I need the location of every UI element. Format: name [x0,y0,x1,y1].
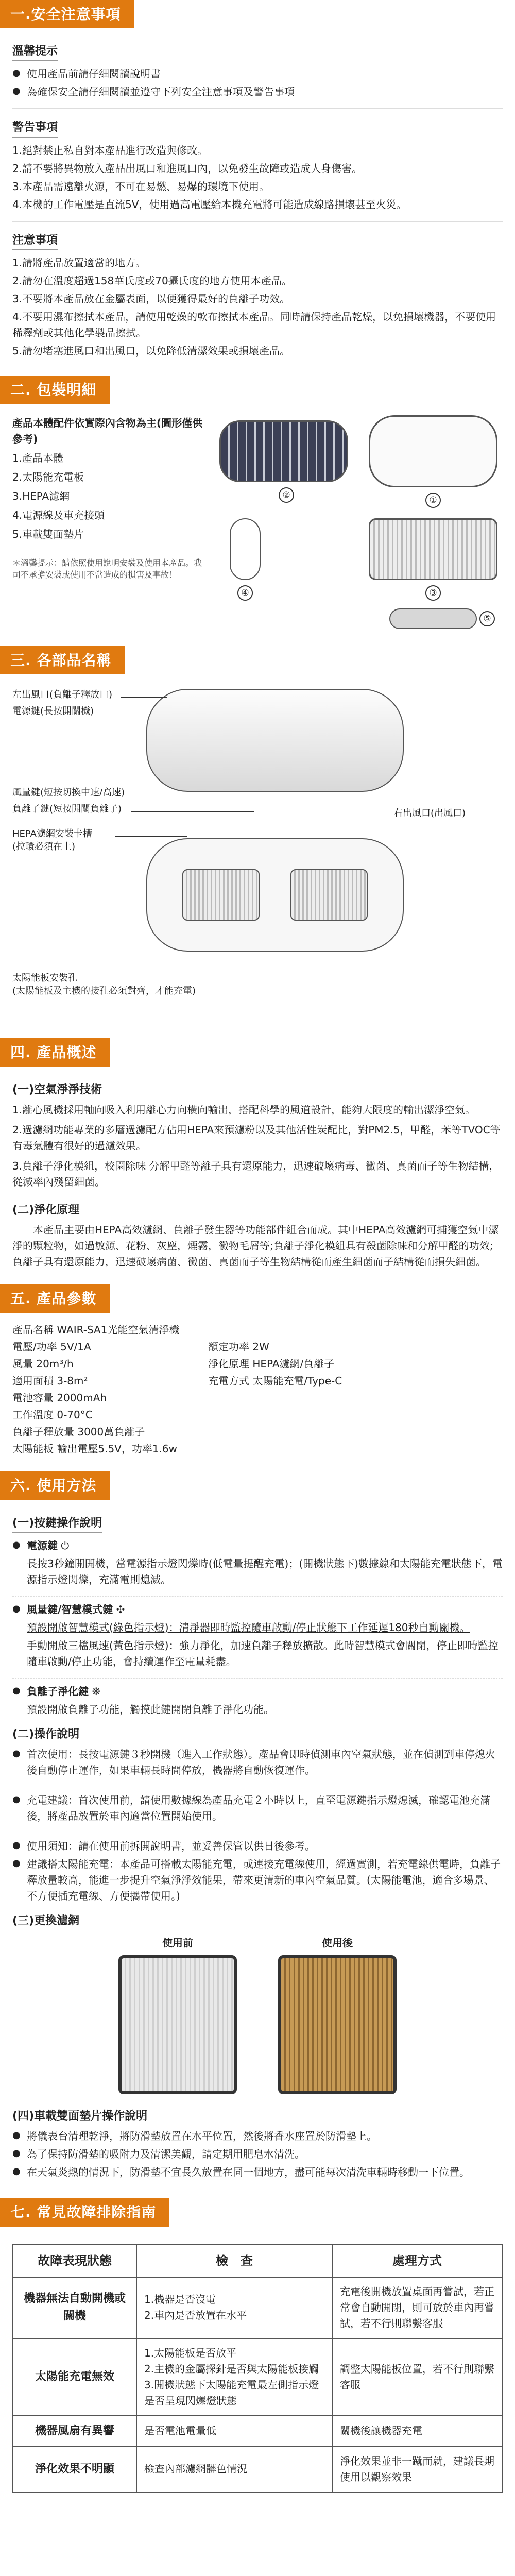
new-filter-illustration [118,1955,237,2094]
section-title-trouble: 七. 常見故障排除指南 [0,2198,169,2226]
paragraph: 長按3秒鐘開開機，當電源指示燈閃爍時(低電量提醒充電)；(開機狀態下)數據線和太陽能充電狀態下，電源指示燈閃爍，充滿電則熄滅。 [27,1557,503,1586]
table-header-row [13,2245,502,2277]
param-cell: 負離子釋放量 3000萬負離子 [12,1426,145,1438]
note-title: 注意事項 [12,232,58,250]
overview-section [0,1081,515,1270]
label-solar-hole: 太陽能板安裝孔 (太陽能板及主機的接孔必須對齊，才能充電) [12,972,199,997]
power-icon: ⏻ [61,1539,70,1552]
button-ops-list [12,1602,503,1670]
list-item: ● 為了保持防滑墊的吸附力及清潔美觀，請定期用肥皂水清洗。 [12,2146,503,2162]
parts-section [0,684,515,1024]
list-item: ● 使用產品前請仔細閱讀說明書 [12,66,503,82]
list-item: ● 為確保安全請仔細閱讀並遵守下列安全注意事項及警告事項 [12,84,503,100]
table-cell: 淨化效果不明顯 [13,2447,136,2492]
filter-after [278,1935,397,2094]
list-item: 5.請勿堵塞進風口和出風口，以免降低清潔效果或損壞產品。 [12,344,290,357]
list-item [12,1684,503,1718]
note-list [12,255,503,359]
table-cell: 機器風扇有異響 [13,2416,136,2447]
paragraph: 1.離心風機採用軸向吸入利用離心力向橫向輸出，搭配科學的風道設計，能夠大限度的輸出潔淨空氣。 [12,1103,476,1116]
caption: 使用後 [322,1937,353,1950]
purifier-body-illustration [369,415,497,487]
param-cell: 電壓/功率 5V/1A [12,1341,91,1353]
divider [12,1596,503,1597]
param-cell: 充電方式 太陽能充電/Type-C [208,1375,342,1387]
table-cell: 充電後開機放置桌面再嘗試，若正常會自動開閉，則可放於車內再嘗試，若不行則聯繫客服 [332,2277,502,2338]
filter-slot-illustration [182,869,260,921]
cable-illustration [230,518,261,580]
fan-icon: ✣ [116,1603,125,1616]
list-item: 5.車載雙面墊片 [12,528,84,541]
usage-subtitle: (二)操作說明 [12,1727,80,1741]
table-row [13,2277,502,2338]
warm-tip-list [12,66,503,100]
divider [12,108,503,109]
paragraph: 預設開啟智慧模式(綠色指示燈)：清淨器即時監控隨車啟動/停止狀態下工作延遲180秒自動關機。 [27,1621,470,1634]
callout-number: ① [425,493,441,508]
param-cell: 適用面積 3-8m² [12,1375,88,1387]
table-cell: 1.機器是否沒電 2.車內是否放置在水平 [136,2277,332,2338]
params-section [0,1322,515,1457]
list-item: 3.不要將本產品放在金屬表面，以便獲得最好的負離子功效。 [12,292,290,305]
table-cell: 檢查內部濾網髒色情況 [136,2447,332,2492]
section-title-package: 二. 包裝明細 [0,376,110,404]
list-item: ● 首次使用：長按電源鍵３秒開機（進入工作狀態）。產品會即時偵測車內空氣狀態，並在偵測到車停熄火後自動停止運作，如果車輛長時間停放，機器將自動恢復運作。 [12,1747,503,1778]
params-grid [12,1322,503,1457]
operation-list [12,1792,503,1824]
table-row [13,2447,502,2492]
package-illustration [214,415,503,632]
callout-number: ③ [425,585,441,601]
paragraph: 手動開啟三檔風速(黃色指示燈)：強力淨化，加速負離子釋放擴散。此時智慧模式會關閉，停止即時監控隨車啟動/停止功能，會持續運作至電量耗盡。 [27,1639,499,1668]
package-lead: 產品本體配件依實際內含物為主(圖形僅供參考) [12,417,203,446]
list-item: 4.本機的工作電壓是直流5V，使用過高電壓給本機充電將可能造成線路損壞甚至火災。 [12,198,407,211]
troubleshooting-table [12,2244,503,2493]
ion-icon: ❋ [92,1685,101,1698]
label-power-button: 電源鍵(長按開關機) [12,705,97,718]
section-title-parts: 三. 各部品名稱 [0,646,125,674]
filter-slot-illustration [290,869,368,921]
callout-number: ④ [237,585,253,601]
list-item: ● 充電建議：首次使用前，請使用數據線為產品充電２小時以上，直至電源鍵指示燈熄滅，確認電池充滿後，將產品放置於車內適當位置開始使用。 [12,1792,503,1824]
filter-before [118,1935,237,2094]
section-title-overview: 四. 產品概述 [0,1038,110,1066]
param-cell: 淨化原理 HEPA濾網/負離子 [208,1358,335,1370]
operation-list [12,1747,503,1778]
filter-replacement [12,1935,503,2094]
list-item: ● 在天氣炎熱的情況下，防滑墊不宜長久放置在同一個地方，盡可能每次清洗車輛時移動一下位置。 [12,2164,503,2180]
leader-line [115,836,187,837]
list-item: 3.本產品需遠離火源，不可在易燃、易爆的環境下使用。 [12,180,270,193]
device-top-illustration [146,689,404,792]
usage-subtitle: (三)更換濾網 [12,1914,80,1927]
ion-key-title: 負離子淨化鍵 [27,1685,89,1698]
table-row [13,2416,502,2447]
solar-panel-illustration [219,420,348,482]
safety-section [0,38,515,359]
pad-illustration [389,608,477,629]
label-ion-button: 負離子鍵(短按開關負離子) [12,803,125,816]
table-cell: 關機後讓機器充電 [332,2416,502,2447]
list-item: 4.不要用濕布擦拭本產品，請使用乾燥的軟布擦拭本產品。同時請保持產品乾燥，以免損壞機器，不要使用稀釋劑或其他化學製品擦拭。 [12,310,496,339]
warning-list [12,143,503,213]
paragraph: 3.負離子淨化模組，校園除味 分解甲醛等離子具有還原能力，迅速破壞病毒、黴菌、真菌而子等生物結構，從減率內殘留細菌。 [12,1159,500,1188]
param-cell: 風量 20m³/h [12,1358,74,1370]
column-header: 故障表現狀態 [13,2245,136,2277]
leader-line [121,697,167,698]
divider [12,221,503,222]
table-cell: 1.太陽能板是否放平 2.主機的金屬探針是否與太陽能板接觸 3.開機狀態下太陽能充電最左側指示燈是否呈現閃爍燈狀態 [136,2338,332,2416]
paragraph: 本產品主要由HEPA高效濾網、負離子發生器等功能部件組合而成。其中HEPA高效濾網可捕獲空氣中潔淨的顆粒物，如過敏源、花粉、灰塵，煙霧，黴物毛屑等;負離子淨化模組具有殺菌除味和分解甲醛的功效;負離子具有還原能力，迅速破壞病菌、黴菌、真菌而子等生物結構從而產生細菌而子結構從而損失細菌。 [12,1224,499,1268]
paragraph: 預設開啟負離子功能，觸摸此鍵開閉負離子淨化功能。 [27,1703,274,1716]
label-fan-button: 風量鍵(短按切換中速/高速) [12,787,128,799]
callout-number: ② [279,487,294,503]
list-item: 2.請不要將異物放入產品出風口和進風口內，以免發生故障或造成人身傷害。 [12,162,363,175]
operation-list [12,1838,503,1904]
list-item [12,1602,503,1670]
pad-list [12,2128,503,2180]
hepa-filter-illustration [369,518,497,580]
overview-subtitle: (一)空氣淨淨技術 [12,1083,102,1096]
callout-number: ⑤ [479,611,495,626]
label-hepa-slot: HEPA濾網安裝卡槽 (拉環必須在上) [12,828,95,853]
button-ops-list [12,1538,503,1588]
label-right-vent: 右出風口(出風口) [393,807,469,820]
section-title-params: 五. 產品參數 [0,1284,110,1313]
warning-title: 警告事項 [12,119,58,137]
fan-key-title: 風量鍵/智慧模式鍵 [27,1603,113,1616]
button-ops-list [12,1684,503,1718]
overview-subtitle: (二)淨化原理 [12,1203,80,1216]
usage-subtitle: (一)按鍵操作說明 [12,1515,102,1533]
used-filter-illustration [278,1955,397,2094]
param-cell: 額定功率 2W [208,1341,269,1353]
list-item: 3.HEPA濾網 [12,490,70,503]
column-header: 檢 查 [136,2245,332,2277]
list-item: ● 將儀表台清理乾淨，將防滑墊放置在水平位置，然後將香水座置於防滑墊上。 [12,2128,503,2144]
caption: 使用前 [162,1937,193,1950]
param-cell: 產品名稱 WAIR-SA1光能空氣清淨機 [12,1324,180,1336]
list-item: 4.電源線及車充接頭 [12,509,105,522]
table-cell: 太陽能充電無效 [13,2338,136,2416]
table-cell: 調整太陽能板位置，若不行則聯繫客服 [332,2338,502,2416]
list-item: 2.太陽能充電板 [12,471,84,484]
paragraph: 2.過濾網功能專業的多層過濾配方佔用HEPA來預濾粉以及其他活性炭配比，對PM2.5，甲醛，苯等TVOC等有毒氣體有很好的過濾效果。 [12,1123,501,1152]
list-item: 1.絕對禁止私自對本產品進行改造與修改。 [12,144,208,157]
list-item [12,1538,503,1588]
usage-section [0,1510,515,2180]
warm-tip-title: 溫馨提示 [12,43,58,61]
table-cell: 淨化效果並非一蹴而就，建議長期使用以觀察效果 [332,2447,502,2492]
package-list [12,415,208,581]
power-key-title: 電源鍵 [27,1539,58,1552]
section-title-usage: 六. 使用方法 [0,1471,110,1500]
list-item: ● 建議搭太陽能充電：本產品可搭載太陽能充電，或連接充電線使用，經過實測，若充電線供電時，負離子釋放量較高，能進一步提升空氣淨淨效能果，帶來更清新的車內空氣品質。(太陽能電池，適合多場景、不方便插充電線、方便攜帶使用。) [12,1856,503,1904]
table-cell: 是否電池電量低 [136,2416,332,2447]
package-section [0,415,515,632]
section-title-safety: 一.安全注意事項 [0,0,134,28]
column-header: 處理方式 [332,2245,502,2277]
list-item: 2.請勿在溫度超過158華氏度或70攝氏度的地方使用本產品。 [12,274,292,287]
parts-diagram [12,684,503,1024]
divider [12,1678,503,1679]
list-item: ● 使用須知：請在使用前拆開說明書，並妥善保管以供日後參考。 [12,1838,503,1854]
param-cell: 工作溫度 0-70°C [12,1409,93,1421]
list-item: 1.產品本體 [12,452,64,465]
param-cell: 電池容量 2000mAh [12,1392,107,1404]
param-cell: 太陽能板 輸出電壓5.5V，功率1.6w [12,1443,178,1455]
leader-line [131,811,254,812]
usage-subtitle: (四)車載雙面墊片操作說明 [12,2110,148,2123]
table-row [13,2338,502,2416]
list-item: 1.請將產品放置適當的地方。 [12,256,146,269]
package-note: ＊溫馨提示：請依照使用說明安裝及使用本產品。我司不承擔安裝或使用不當造成的損害及事故！ [12,558,202,580]
table-cell: 機器無法自動開機或關機 [13,2277,136,2338]
label-left-vent: 左出風口(負離子釋放口) [12,689,115,701]
